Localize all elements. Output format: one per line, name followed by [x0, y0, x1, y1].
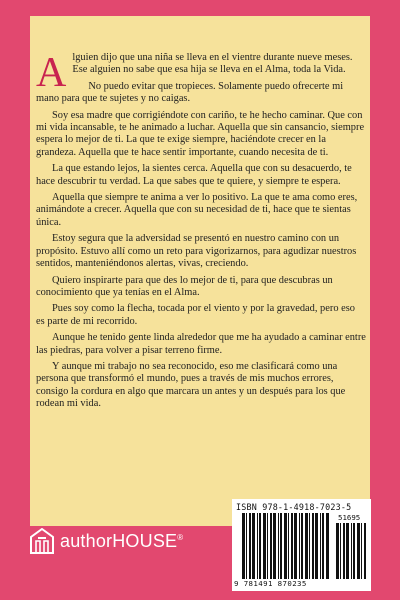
- paragraph-10: Y aunque mi trabajo no sea reconocido, eso me clasificará como una persona que transformó el mundo, pues a través de mis muchos errores, consigo la cordura en algo que marcara un antes y un después para los que rodean mi vida.: [36, 360, 346, 410]
- barcode-addon-bars: [336, 523, 368, 579]
- paragraph-2: No puedo evitar que tropieces. Solamente puedo ofrecerte mi mano para que te sujetes y no caigas.: [36, 80, 344, 105]
- publisher-logo: [30, 528, 183, 554]
- barcode-main-bars: [242, 513, 332, 579]
- paragraph-8: Pues soy como la flecha, tocada por el viento y por la gravedad, pero eso es parte de mi recorrido.: [36, 303, 355, 327]
- barcode-addon-digits: 51695: [338, 513, 361, 522]
- drop-cap: A: [36, 50, 67, 96]
- barcode-ean-digits: 9 781491 870235: [234, 579, 307, 588]
- publisher-name: authorHOUSE®: [60, 530, 184, 551]
- paragraph-4: La que estando lejos, la sientes cerca. Aquella que con su desacuerdo, te hace descubrir tu verdad. La que sabes que te quiere, y siempre te espera.: [36, 163, 352, 187]
- isbn-label: ISBN 978-1-4918-7023-5: [236, 502, 352, 512]
- back-cover-text: [36, 52, 366, 415]
- paragraph-6: Estoy segura que la adversidad se presentó en nuestro camino con un propósito. Estuvo allí como un reto para vigorizarnos, para agudizar nuestros sentidos, manteniéndonos alertas, vivas, creciendo.: [36, 233, 357, 270]
- paragraph-7: Quiero inspirarte para que des lo mejor de ti, para que descubras un conocimiento que ya tenías en el Alma.: [36, 274, 333, 298]
- paragraph-3: Soy esa madre que corrigiéndote con cariño, te he hecho caminar. Que con mi vida incansable, te he animado a luchar. Aquella que sin cansancio, siempre espera lo mejor de ti. La que te exige siempre, haciéndote crecer en la grandeza. Aquella que te hace sentir importante, cuando necesita de ti.: [36, 109, 365, 158]
- house-icon: [30, 528, 54, 554]
- paragraph-9: Aunque he tenido gente linda alrededor que me ha ayudado a caminar entre las piedras, para volver a pisar terreno firme.: [36, 332, 366, 356]
- paragraph-1: Alguien dijo que una niña se lleva en el vientre durante nueve meses. Ese alguien no sabe que esa hija se lleva en el Alma, toda la Vida.: [36, 50, 353, 96]
- paragraph-5: Aquella que siempre te anima a ver lo positivo. La que te ama como eres, animándote a crecer. Aquella que con su necesidad de ti, hace que te sientas única.: [36, 192, 358, 228]
- barcode: [232, 499, 371, 591]
